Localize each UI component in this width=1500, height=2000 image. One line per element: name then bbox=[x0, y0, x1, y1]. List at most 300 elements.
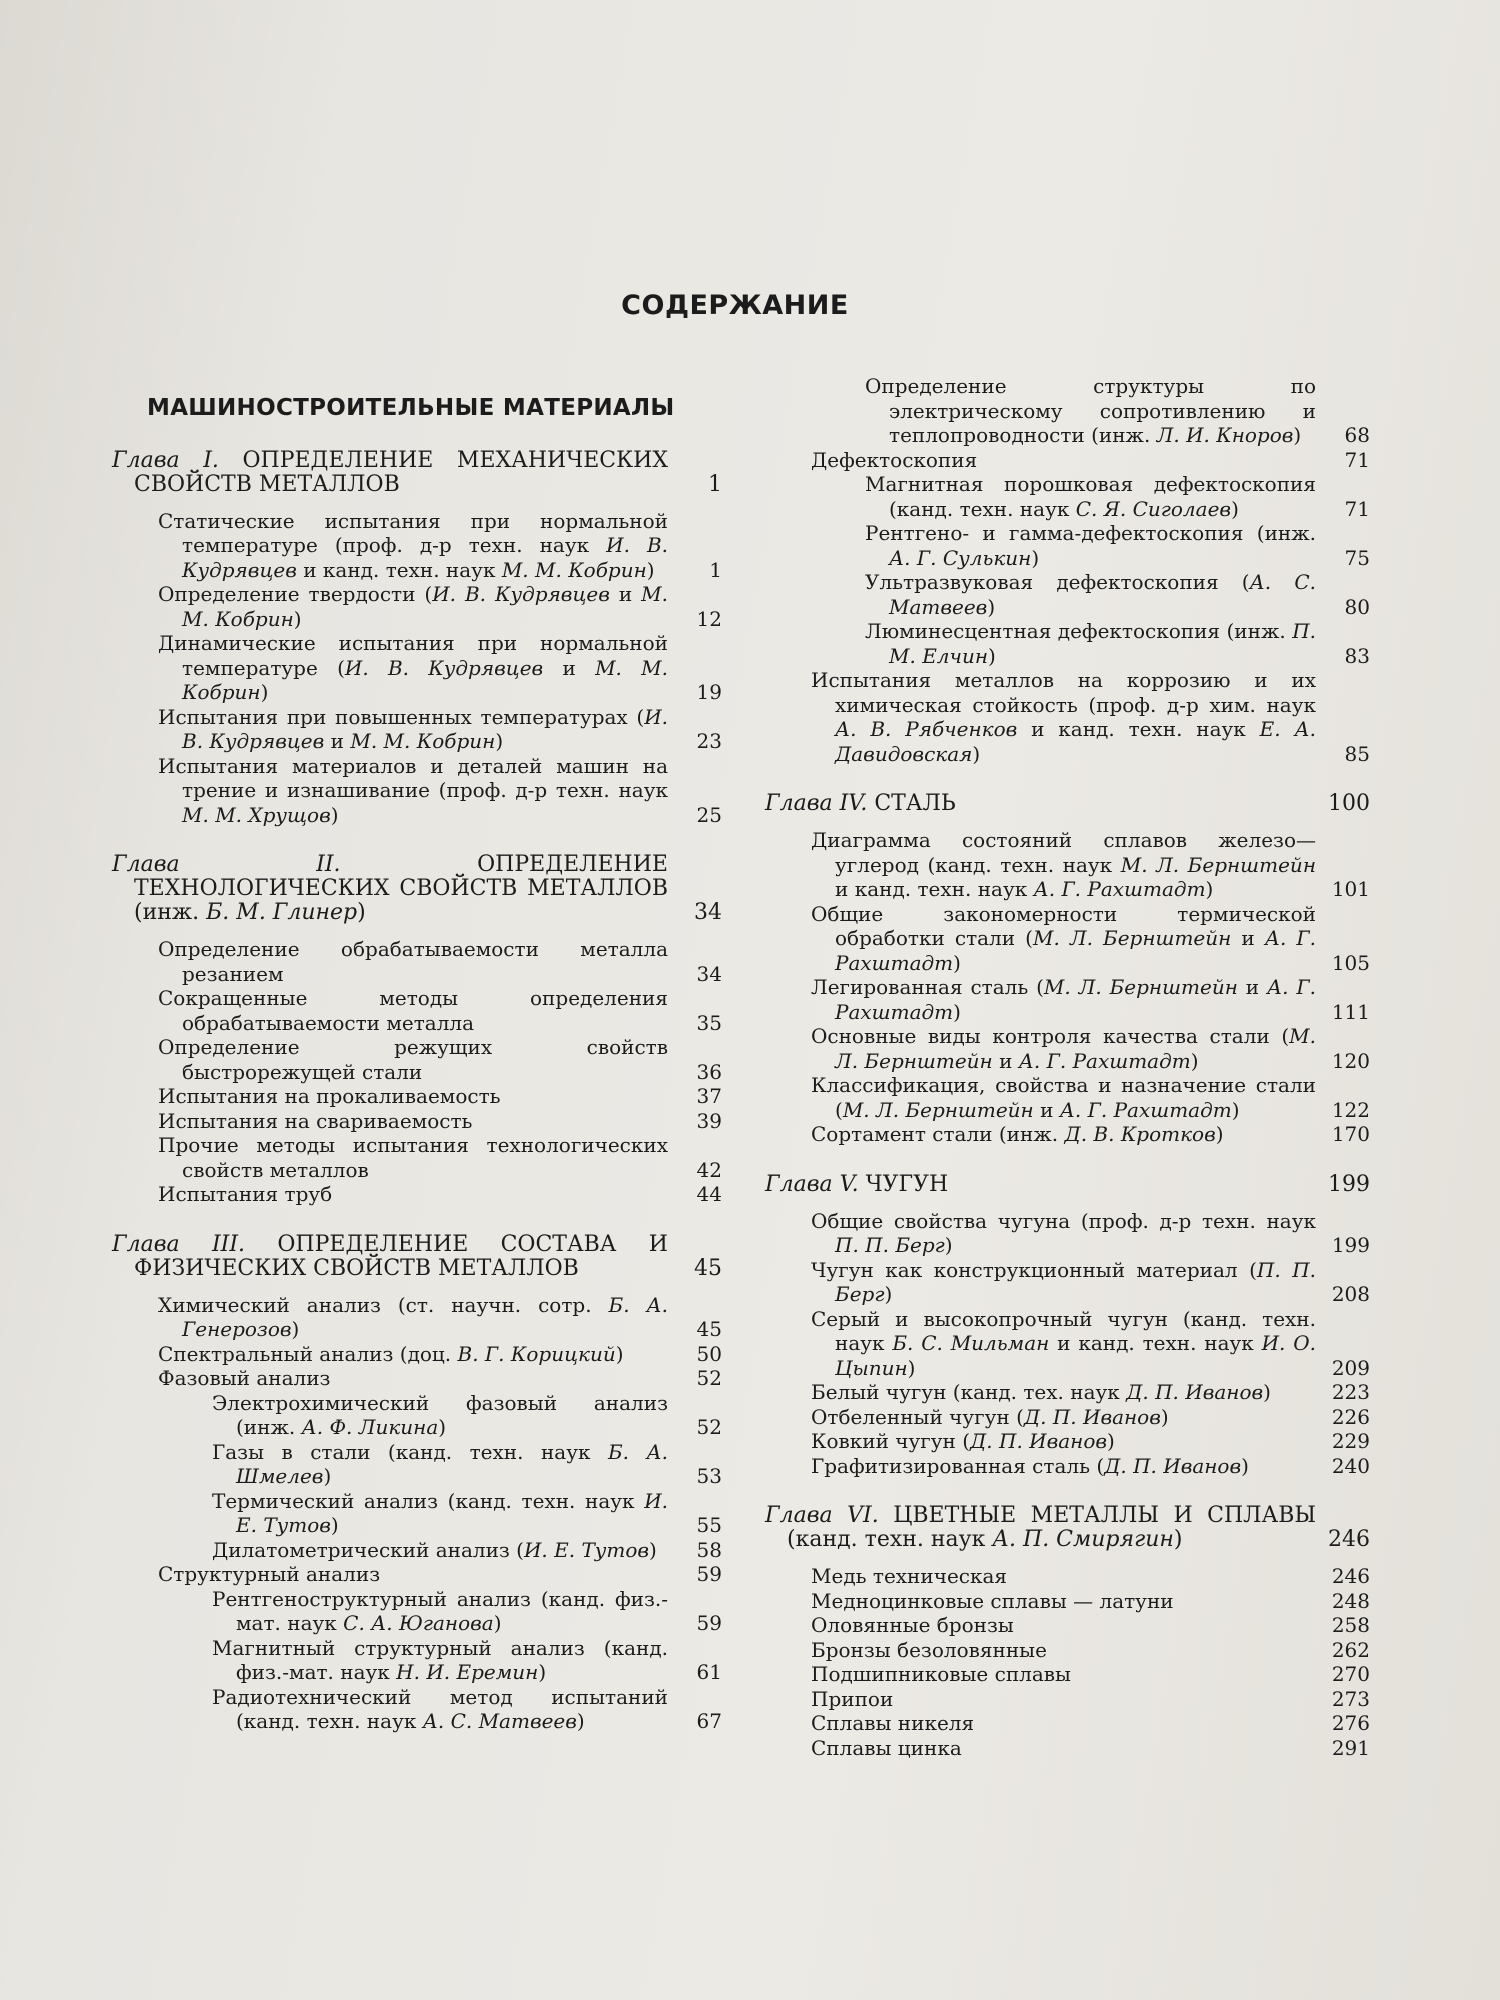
entry-text: Люминесцентная дефектоскопия (инж. bbox=[865, 619, 1293, 643]
entry-text: Дефектоскопия bbox=[811, 447, 978, 472]
page-number: 122 bbox=[1331, 1097, 1370, 1122]
entry-text: ) bbox=[1205, 877, 1214, 901]
toc-entry bbox=[811, 448, 1370, 473]
entry-text: Сплавы никеля bbox=[811, 1711, 975, 1735]
toc-entry bbox=[865, 374, 1370, 448]
entry-text: Общие свойства чугуна (проф. д-р техн. наук bbox=[811, 1208, 1316, 1233]
author-name: А. В. Рябченков bbox=[835, 717, 1018, 741]
entry-text: Определение структуры по электрическому сопротивлению и теплопроводности (инж. bbox=[865, 374, 1316, 447]
page-title: СОДЕРЖАНИЕ bbox=[621, 290, 849, 321]
entry-text: Оловянные бронзы bbox=[811, 1613, 1014, 1637]
entry-text: Структурный анализ bbox=[158, 1562, 381, 1586]
toc-entry-title bbox=[158, 631, 668, 705]
section-heading: МАШИНОСТРОИТЕЛЬНЫЕ МАТЕРИАЛЫ bbox=[147, 395, 675, 421]
page-number: 199 bbox=[1331, 1233, 1370, 1257]
author-name: С. Я. Сиголаев bbox=[1075, 496, 1232, 521]
entry-text: ) bbox=[293, 606, 302, 631]
page-number: 52 bbox=[696, 1415, 722, 1439]
author-name: И. О. Цыпин bbox=[835, 1331, 1316, 1380]
entry-text: ОПРЕДЕЛЕНИЕ ТЕХНОЛОГИЧЕСКИХ СВОЙСТВ МЕТАЛЛОВ (инж. bbox=[134, 852, 668, 925]
toc-chapter bbox=[765, 1173, 1370, 1197]
entry-text: и bbox=[992, 1048, 1019, 1073]
toc-entry-title bbox=[212, 1685, 668, 1734]
toc-entry-title bbox=[811, 448, 1316, 473]
page-number: 170 bbox=[1331, 1122, 1370, 1146]
toc-entry bbox=[811, 1258, 1370, 1307]
entry-text: ) bbox=[953, 999, 961, 1024]
entry-text: Спектральный анализ (доц. bbox=[158, 1341, 458, 1366]
page-number: 1 bbox=[709, 557, 722, 582]
entry-text: Химический анализ (ст. научн. сотр. bbox=[158, 1292, 609, 1317]
toc-entry-title bbox=[811, 1024, 1316, 1073]
entry-text: ) bbox=[988, 643, 996, 668]
entry-text: ) bbox=[884, 1282, 893, 1306]
page-number: 120 bbox=[1331, 1048, 1370, 1073]
toc-entry-title bbox=[212, 1489, 668, 1538]
toc-entry bbox=[811, 1638, 1370, 1663]
toc-entry bbox=[158, 509, 722, 583]
entry-text: Диаграмма состояний сплавов железо—углерод (канд. техн. наук bbox=[811, 828, 1316, 877]
page-number: 208 bbox=[1331, 1282, 1370, 1306]
author-name: А. С. Матвеев bbox=[889, 570, 1316, 619]
author-name: М. М. Кобрин bbox=[182, 655, 669, 704]
toc-entry bbox=[811, 1687, 1370, 1712]
author-name: Глава I. bbox=[112, 447, 243, 473]
author-name: М. Л. Бернштейн bbox=[1032, 926, 1232, 950]
page-number: 291 bbox=[1331, 1735, 1370, 1760]
toc-entry bbox=[158, 1293, 722, 1342]
toc-entry bbox=[212, 1587, 722, 1636]
entry-text: и bbox=[324, 729, 351, 753]
page-number: 246 bbox=[1328, 1527, 1370, 1552]
toc-entry-title bbox=[212, 1636, 668, 1685]
page-number: 59 bbox=[696, 1562, 722, 1586]
entry-text: ) bbox=[330, 802, 339, 827]
entry-text: ) bbox=[323, 1464, 332, 1488]
entry-text: ) bbox=[1173, 1527, 1183, 1552]
page-number: 1 bbox=[708, 471, 722, 497]
author-name: И. В. Кудрявцев bbox=[432, 582, 610, 606]
entry-text: Газы в стали (канд. техн. наук bbox=[212, 1439, 608, 1464]
toc-entry-title bbox=[158, 1182, 668, 1207]
page-number: 273 bbox=[1331, 1686, 1370, 1711]
entry-text: Фазовый анализ bbox=[158, 1366, 331, 1390]
toc-entry-title bbox=[158, 986, 668, 1035]
entry-text: Бронзы безоловянные bbox=[811, 1637, 1047, 1662]
toc-entry bbox=[158, 582, 722, 631]
toc-entry-title bbox=[811, 1380, 1316, 1405]
entry-text: Магнитная порошковая дефектоскопия (канд. техн. наук bbox=[865, 472, 1316, 521]
page-number: 262 bbox=[1331, 1637, 1370, 1662]
author-name: Глава IV. bbox=[765, 791, 875, 816]
page-number: 85 bbox=[1344, 741, 1370, 766]
entry-text: ) bbox=[1241, 1453, 1249, 1478]
author-name: Д. П. Иванов bbox=[1023, 1404, 1161, 1429]
toc-entry-title bbox=[811, 1258, 1316, 1307]
toc-right-column bbox=[765, 374, 1370, 1760]
toc-entry bbox=[865, 570, 1370, 619]
toc-entry-title bbox=[765, 1173, 1316, 1197]
entry-text: ) bbox=[438, 1415, 447, 1439]
toc-entry-title bbox=[865, 570, 1316, 619]
toc-entry-title bbox=[811, 828, 1316, 902]
toc-chapter bbox=[112, 1233, 722, 1281]
entry-text: Серый и высокопрочный чугун (канд. техн. наук bbox=[811, 1306, 1316, 1355]
toc-entry bbox=[158, 1342, 722, 1367]
entry-text: ) bbox=[1231, 496, 1239, 521]
toc-chapter bbox=[765, 792, 1370, 816]
toc-entry bbox=[811, 1564, 1370, 1589]
toc-entry bbox=[811, 975, 1370, 1024]
author-name: Глава VI. bbox=[765, 1503, 894, 1528]
entry-text: ОПРЕДЕЛЕНИЕ МЕХАНИЧЕСКИХ СВОЙСТВ МЕТАЛЛОВ bbox=[134, 447, 668, 497]
toc-entry-title bbox=[212, 1538, 668, 1563]
toc-entry-title bbox=[212, 1587, 668, 1636]
toc-entry-title bbox=[765, 1504, 1316, 1552]
toc-entry-title bbox=[158, 582, 668, 631]
page-number: 80 bbox=[1344, 594, 1370, 619]
page-number: 12 bbox=[696, 606, 722, 631]
toc-entry-title bbox=[811, 1073, 1316, 1122]
entry-text: ) bbox=[649, 1537, 657, 1562]
entry-text: ) bbox=[495, 729, 504, 753]
entry-text: Радиотехнический метод испытаний (канд. техн. наук bbox=[212, 1684, 668, 1733]
entry-text: Испытания металлов на коррозию и их химическая стойкость (проф. д-р хим. наук bbox=[811, 668, 1316, 717]
toc-entry bbox=[212, 1489, 722, 1538]
entry-text: Рентгеноструктурный анализ (канд. физ.-мат. наук bbox=[212, 1586, 668, 1635]
author-name: М. Л. Бернштейн bbox=[1043, 975, 1238, 999]
toc-entry bbox=[811, 1429, 1370, 1454]
author-name: А. С. Матвеев bbox=[422, 1709, 577, 1733]
author-name: И. Е. Тутов bbox=[236, 1488, 668, 1537]
toc-entry-title bbox=[158, 1293, 668, 1342]
page-number: 59 bbox=[696, 1611, 722, 1635]
page-number: 71 bbox=[1344, 496, 1370, 521]
entry-text: Динамические испытания при нормальной температуре ( bbox=[158, 631, 668, 680]
entry-text: Классификация, свойства и назначение стали ( bbox=[811, 1073, 1316, 1122]
entry-text: ЧУГУН bbox=[865, 1171, 949, 1197]
author-name: Б. А. Шмелев bbox=[236, 1439, 668, 1488]
toc-entry bbox=[158, 1562, 722, 1587]
toc-entry bbox=[811, 1662, 1370, 1687]
toc-entry bbox=[158, 986, 722, 1035]
toc-entry-title bbox=[158, 1035, 668, 1084]
author-name: И. В. Кудрявцев bbox=[182, 704, 668, 753]
entry-text: Прочие методы испытания технологических свойств металлов bbox=[158, 1133, 668, 1182]
entry-text: ) bbox=[330, 1513, 339, 1537]
page-number: 55 bbox=[696, 1513, 722, 1537]
author-name: Глава II. bbox=[112, 852, 478, 877]
toc-entry bbox=[811, 902, 1370, 976]
entry-text: Ковкий чугун ( bbox=[811, 1429, 971, 1453]
entry-text: Испытания на свариваемость bbox=[158, 1108, 473, 1133]
page-number: 101 bbox=[1331, 877, 1370, 901]
toc-entry bbox=[811, 1380, 1370, 1405]
toc-entry-title bbox=[158, 1366, 668, 1391]
author-name: А. Г. Сулькин bbox=[889, 545, 1032, 570]
toc-entry bbox=[158, 754, 722, 828]
toc-entry-title bbox=[158, 1109, 668, 1134]
entry-text: Сокращенные методы определения обрабатываемости металла bbox=[158, 986, 668, 1035]
author-name: П. П. Берг bbox=[835, 1257, 1316, 1306]
toc-entry bbox=[865, 472, 1370, 521]
author-name: М. М. Кобрин bbox=[182, 582, 669, 631]
entry-text: Легированная сталь ( bbox=[811, 975, 1044, 999]
entry-text: Ультразвуковая дефектоскопия ( bbox=[865, 570, 1250, 594]
entry-text: Общие закономерности термической обработки стали ( bbox=[811, 901, 1316, 950]
entry-text: Основные виды контроля качества стали ( bbox=[811, 1024, 1290, 1048]
toc-entry-title bbox=[212, 1440, 668, 1489]
author-name: И. В. Кудрявцев bbox=[182, 533, 669, 582]
author-name: Глава III. bbox=[112, 1231, 278, 1257]
entry-text: и канд. техн. наук bbox=[1049, 1331, 1262, 1355]
author-name: М. Л. Бернштейн bbox=[842, 1097, 1034, 1122]
page-number: 83 bbox=[1344, 643, 1370, 668]
entry-text: Чугун как конструкционный материал ( bbox=[811, 1257, 1257, 1282]
entry-text: ) bbox=[1293, 423, 1302, 447]
author-name: М. М. Кобрин bbox=[350, 729, 496, 753]
toc-entry bbox=[811, 1613, 1370, 1638]
entry-text: ) bbox=[972, 741, 981, 766]
author-name: М. М. Кобрин bbox=[501, 557, 647, 582]
toc-entry bbox=[158, 1133, 722, 1182]
toc-entry-title bbox=[811, 1454, 1316, 1479]
entry-text: и канд. техн. наук bbox=[296, 557, 502, 582]
toc-entry bbox=[811, 668, 1370, 766]
entry-text: Электрохимический фазовый анализ (инж. bbox=[212, 1390, 668, 1439]
entry-text: ) bbox=[1190, 1048, 1199, 1073]
author-name: А. Г. Рахштадт bbox=[835, 926, 1316, 975]
entry-text: Рентгено- и гамма-дефектоскопия (инж. bbox=[865, 521, 1316, 545]
page-number: 105 bbox=[1331, 950, 1370, 975]
entry-text: ) bbox=[1263, 1380, 1271, 1404]
author-name: А. П. Смирягин bbox=[992, 1527, 1174, 1552]
entry-text: ) bbox=[260, 680, 269, 704]
toc-entry-title bbox=[811, 668, 1316, 766]
entry-text: ) bbox=[1031, 545, 1040, 570]
entry-text: и bbox=[609, 582, 642, 606]
toc-entry bbox=[158, 1182, 722, 1207]
page-number: 248 bbox=[1331, 1588, 1370, 1613]
toc-entry-title bbox=[765, 792, 1316, 816]
toc-entry bbox=[158, 1084, 722, 1109]
entry-text: ) bbox=[538, 1660, 547, 1684]
entry-text: ) bbox=[576, 1709, 585, 1733]
toc-entry-title bbox=[112, 449, 668, 497]
author-name: Б. М. Глинер bbox=[206, 900, 358, 925]
page-number: 276 bbox=[1331, 1711, 1370, 1735]
page-number: 34 bbox=[694, 900, 722, 925]
toc-entry-title bbox=[811, 902, 1316, 976]
entry-text: Графитизированная сталь ( bbox=[811, 1453, 1105, 1478]
page-number: 37 bbox=[696, 1084, 722, 1108]
toc-entry bbox=[811, 1589, 1370, 1614]
entry-text: СТАЛЬ bbox=[874, 791, 956, 816]
entry-text: ОПРЕДЕЛЕНИЕ СОСТАВА И ФИЗИЧЕСКИХ СВОЙСТВ МЕТАЛЛОВ bbox=[134, 1231, 668, 1281]
toc-entry bbox=[212, 1538, 722, 1563]
entry-text: Испытания материалов и деталей машин на трение и изнашивание (проф. д-р техн. наук bbox=[158, 753, 668, 802]
author-name: А. Ф. Ликина bbox=[301, 1415, 439, 1439]
toc-entry-title bbox=[811, 1589, 1316, 1614]
page-number: 67 bbox=[696, 1709, 722, 1733]
toc-entry bbox=[212, 1636, 722, 1685]
entry-text: Сортамент стали (инж. bbox=[811, 1122, 1065, 1146]
toc-entry-title bbox=[811, 1687, 1316, 1712]
toc-chapter bbox=[112, 853, 722, 925]
page-number: 223 bbox=[1331, 1380, 1370, 1404]
author-name: А. Г. Рахштадт bbox=[1018, 1048, 1191, 1073]
page-number: 25 bbox=[696, 802, 722, 827]
toc-entry-title bbox=[811, 1564, 1316, 1589]
toc-entry-title bbox=[158, 509, 668, 583]
toc-entry-title bbox=[212, 1391, 668, 1440]
page-number: 34 bbox=[696, 961, 722, 986]
entry-text: Подшипниковые сплавы bbox=[811, 1662, 1071, 1686]
author-name: А. Г. Рахштадт bbox=[1033, 877, 1206, 901]
page-number: 23 bbox=[696, 729, 722, 753]
author-name: Б. С. Мильман bbox=[892, 1331, 1050, 1355]
toc-entry-title bbox=[865, 374, 1316, 448]
entry-text: Определение обрабатываемости металла резанием bbox=[158, 937, 668, 986]
author-name: Л. И. Кноров bbox=[1156, 423, 1294, 447]
entry-text: Магнитный структурный анализ (канд. физ.-мат. наук bbox=[212, 1635, 668, 1684]
page-number: 58 bbox=[696, 1537, 722, 1562]
page-number: 61 bbox=[696, 1660, 722, 1684]
toc-chapter bbox=[112, 449, 722, 497]
entry-text: ) bbox=[944, 1233, 953, 1257]
entry-text: ) bbox=[907, 1355, 916, 1380]
author-name: Н. И. Еремин bbox=[396, 1660, 539, 1684]
page-number: 68 bbox=[1344, 423, 1370, 447]
page-number: 39 bbox=[696, 1108, 722, 1133]
author-name: М. Л. Бернштейн bbox=[1120, 852, 1316, 877]
toc-entry-title bbox=[811, 975, 1316, 1024]
entry-text: ) bbox=[987, 594, 996, 619]
toc-entry bbox=[158, 1109, 722, 1134]
entry-text: ) bbox=[357, 900, 366, 925]
toc-chapter bbox=[765, 1504, 1370, 1552]
toc-entry bbox=[811, 1209, 1370, 1258]
toc-entry bbox=[811, 1073, 1370, 1122]
page-number: 246 bbox=[1331, 1564, 1370, 1588]
page-number: 229 bbox=[1331, 1429, 1370, 1453]
entry-text: и bbox=[1237, 975, 1267, 999]
toc-entry-title bbox=[811, 1736, 1316, 1761]
entry-text: Медь техническая bbox=[811, 1564, 1008, 1588]
toc-entry bbox=[158, 1035, 722, 1084]
toc-entry-title bbox=[811, 1122, 1316, 1147]
author-name: С. А. Юганова bbox=[343, 1611, 494, 1635]
author-name: Б. А. Генерозов bbox=[182, 1292, 668, 1341]
toc-entry-title bbox=[158, 937, 668, 986]
page-number: 50 bbox=[696, 1341, 722, 1366]
entry-text: ) bbox=[646, 557, 655, 582]
toc-entry-title bbox=[158, 1562, 668, 1587]
toc-entry-title bbox=[158, 1084, 668, 1109]
entry-text: Отбеленный чугун ( bbox=[811, 1404, 1024, 1429]
toc-entry bbox=[212, 1391, 722, 1440]
author-name: И. В. Кудрявцев bbox=[344, 655, 544, 680]
toc-entry bbox=[811, 1736, 1370, 1761]
toc-entry-title bbox=[865, 521, 1316, 570]
author-name: В. Г. Корицкий bbox=[457, 1341, 616, 1366]
author-name: П. П. Берг bbox=[835, 1233, 945, 1257]
toc-entry-title bbox=[158, 1342, 668, 1367]
entry-text: и bbox=[543, 655, 596, 680]
page-number: 44 bbox=[696, 1182, 722, 1206]
toc-entry-title bbox=[811, 1307, 1316, 1381]
toc-entry-title bbox=[112, 1233, 668, 1281]
entry-text: Дилатометрический анализ ( bbox=[212, 1537, 524, 1562]
toc-entry bbox=[158, 937, 722, 986]
page-number: 75 bbox=[1344, 545, 1370, 570]
entry-text: ) bbox=[1215, 1122, 1224, 1146]
toc-entry bbox=[811, 1307, 1370, 1381]
page-number: 71 bbox=[1344, 447, 1370, 472]
author-name: М. Л. Бернштейн bbox=[835, 1024, 1316, 1073]
author-name: Д. П. Иванов bbox=[1126, 1380, 1264, 1404]
entry-text: Белый чугун (канд. тех. наук bbox=[811, 1380, 1127, 1404]
toc-entry-title bbox=[811, 1638, 1316, 1663]
entry-text: ) bbox=[1231, 1097, 1240, 1122]
toc-entry-title bbox=[112, 853, 668, 925]
entry-text: и bbox=[1231, 926, 1265, 950]
entry-text: и bbox=[1033, 1097, 1060, 1122]
entry-text: Термический анализ (канд. техн. наук bbox=[212, 1488, 645, 1513]
toc-entry bbox=[212, 1685, 722, 1734]
entry-text: и канд. техн. наук bbox=[835, 877, 1034, 901]
author-name: А. Г. Рахштадт bbox=[835, 975, 1316, 1024]
page-number: 45 bbox=[696, 1317, 722, 1341]
page-number: 226 bbox=[1331, 1404, 1370, 1429]
page-number: 100 bbox=[1328, 791, 1370, 816]
toc-entry bbox=[158, 705, 722, 754]
toc-entry bbox=[811, 1405, 1370, 1430]
page-number: 199 bbox=[1328, 1171, 1370, 1197]
entry-text: ) bbox=[1107, 1429, 1115, 1453]
entry-text: Испытания труб bbox=[158, 1182, 333, 1206]
page-number: 19 bbox=[696, 680, 722, 704]
toc-entry-title bbox=[158, 754, 668, 828]
entry-text: Сплавы цинка bbox=[811, 1735, 962, 1760]
toc-entry bbox=[811, 1454, 1370, 1479]
toc-entry-title bbox=[158, 1133, 668, 1182]
toc-left-column bbox=[112, 396, 722, 1734]
entry-text: Припои bbox=[811, 1686, 894, 1711]
page-number: 35 bbox=[696, 1010, 722, 1035]
page-number: 36 bbox=[696, 1059, 722, 1084]
author-name: П. М. Елчин bbox=[889, 619, 1316, 668]
entry-text: ) bbox=[493, 1611, 502, 1635]
toc-entry bbox=[811, 1024, 1370, 1073]
author-name: А. Г. Рахштадт bbox=[1059, 1097, 1232, 1122]
page-number: 240 bbox=[1331, 1453, 1370, 1478]
page-number: 209 bbox=[1331, 1355, 1370, 1380]
page-number: 42 bbox=[696, 1157, 722, 1182]
author-name: Д. В. Кротков bbox=[1064, 1122, 1216, 1146]
author-name: И. Е. Тутов bbox=[523, 1537, 650, 1562]
toc-entry bbox=[158, 631, 722, 705]
entry-text: Определение твердости ( bbox=[158, 582, 433, 606]
author-name: М. М. Хрущов bbox=[182, 802, 331, 827]
toc-entry-title bbox=[865, 472, 1316, 521]
page-number: 53 bbox=[696, 1464, 722, 1488]
entry-text: Медноцинковые сплавы — латуни bbox=[811, 1588, 1174, 1613]
entry-text: Испытания при повышенных температурах ( bbox=[158, 704, 645, 729]
author-name: Глава V. bbox=[765, 1171, 866, 1197]
toc-entry-title bbox=[158, 705, 668, 754]
page-number: 270 bbox=[1331, 1662, 1370, 1686]
